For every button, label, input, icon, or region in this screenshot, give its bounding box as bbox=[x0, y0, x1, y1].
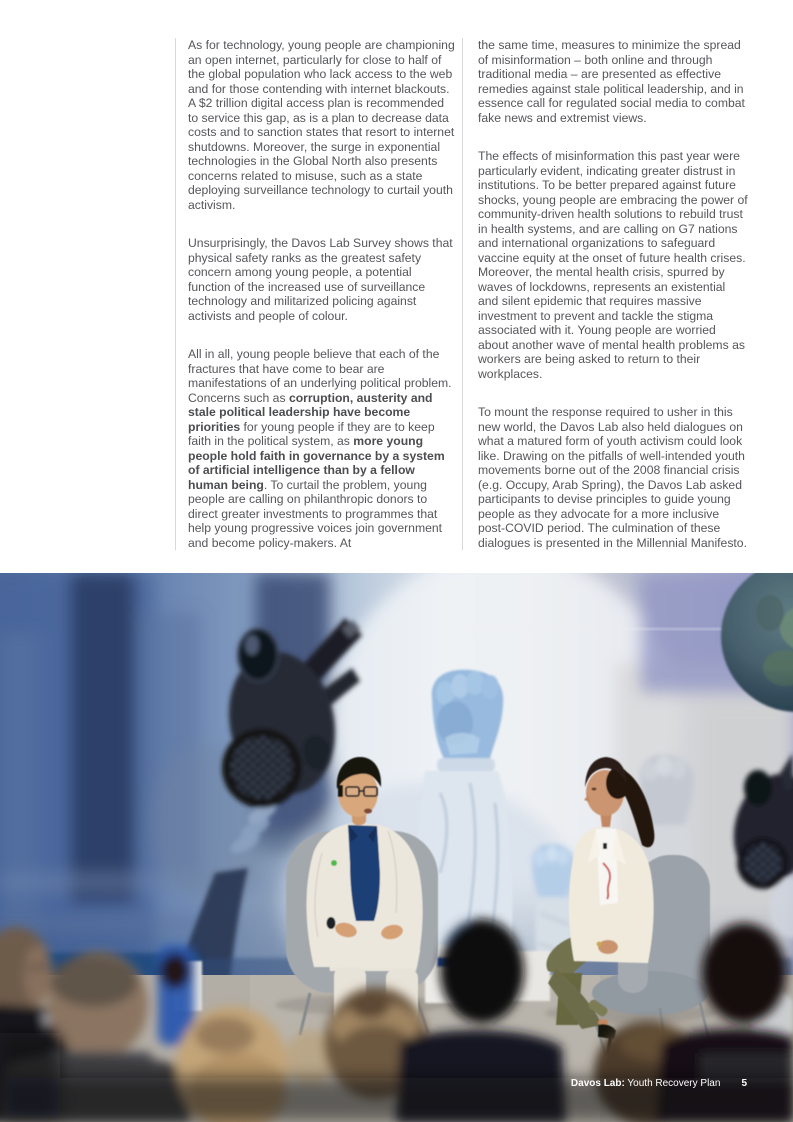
page-number: 5 bbox=[741, 1078, 747, 1089]
man-watch bbox=[327, 917, 336, 929]
stage-panel-photo-illustration bbox=[0, 573, 793, 1122]
body-text-column-left bbox=[175, 38, 455, 550]
body-text-column-right bbox=[462, 38, 748, 550]
man-lapel-pin bbox=[331, 860, 337, 866]
footer-report-subtitle: Youth Recovery Plan bbox=[624, 1078, 721, 1089]
footer-report-name: Davos Lab: bbox=[570, 1078, 625, 1089]
page-footer bbox=[0, 1078, 747, 1090]
body-paragraph: To mount the response required to usher in this new world, the Davos Lab also held dialogues on what a matured form of youth activism could look like. Drawing on the pitfalls of well-intended youth movements borne out of the 2008 financial crisis (e.g. Occupy, Arab Spring), the Davos Lab asked participants to devise principles to guide young people as they advocate for a more inclusive post-COVID period. The culmination of these dialogues is presented in the Millennial Manifesto. bbox=[478, 405, 747, 550]
man-glasses bbox=[346, 787, 359, 796]
body-paragraph: As for technology, young people are championing an open internet, particularly for close to half of the global population who lack access to the web and for those contending with internet blackouts. A $2 trillion digital access plan is recommended to service this gap, as is a plan to decrease data costs and to sanction states that resort to internet shutdowns. Moreover, the surge in exponential technologies in the Global North also presents concerns related to misuse, such as a state deploying surveillance technology to curtail youth activism. bbox=[188, 38, 455, 212]
stage-panel-photo bbox=[0, 573, 793, 1122]
body-paragraph: The effects of misinformation this past year were particularly evident, indicating greater distrust in institutions. To be better prepared against future shocks, young people are embracing the power of community-driven health solutions to rebuild trust in health systems, and are calling on G7 nations and international organizations to safeguard vaccine equity at the onset of future health crises. Moreover, the mental health crisis, spurred by waves of lockdowns, represents an existential and silent epidemic that requires massive investment to prevent and tackle the stigma associated with it. Young people are worried about another wave of mental health problems as workers are being asked to return to their workplaces. bbox=[478, 149, 748, 381]
woman-clip-mic bbox=[603, 843, 607, 849]
body-paragraph: the same time, measures to minimize the spread of misinformation – both online and through traditional media – are presented as effective remedies against stale political leadership, and in essence call for regulated social media to combat fake news and extremist views. bbox=[478, 38, 745, 125]
body-paragraph: Unsurprisingly, the Davos Lab Survey shows that physical safety ranks as the greatest safety concern among young people, a potential function of the increased use of surveillance technology and militarized policing against activists and people of colour. bbox=[188, 236, 453, 323]
footer-report-title bbox=[571, 1078, 721, 1090]
body-paragraph: All in all, young people believe that each of the fractures that have come to bear are manifestations of an underlying political problem. Concerns such as corruption, austerity and stale political leadership have become priorities for young people if they are to keep faith in the political system, as more young people hold faith in governance by a system of artificial intelligence than by a fellow human being. To curtail the problem, young people are calling on philanthropic donors to direct greater investments to programmes that help young progressive voices join government and become policy-makers. At bbox=[188, 347, 452, 550]
